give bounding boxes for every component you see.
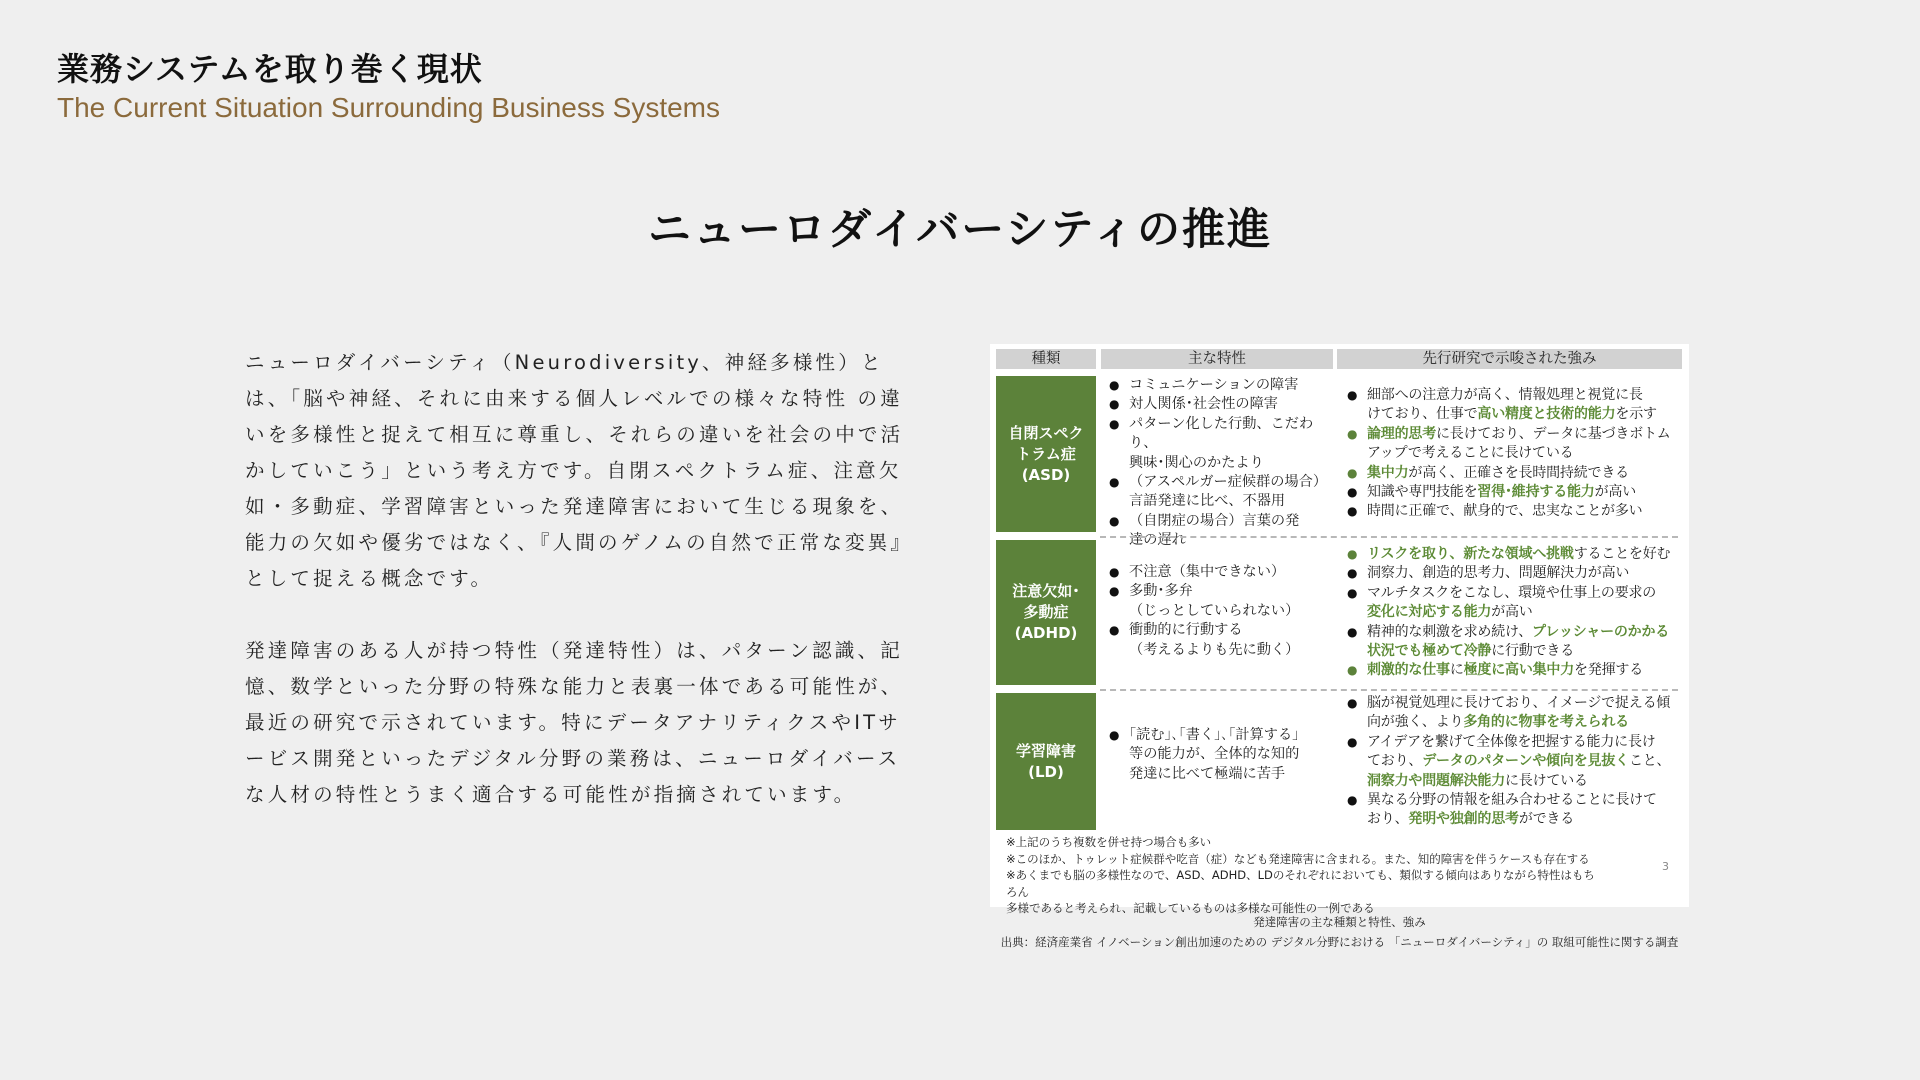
asd-strengths-list [1347,386,1687,522]
strength-text: が高い [1594,484,1637,501]
highlight-text: 極度に高い集中力 [1463,662,1575,679]
intro-paragraph: ニューロダイバーシティ（Neurodiversity、神経多様性）とは、「脳や神経、それに由来する個人レベルでの様々な特性 の違いを多様性と捉えて相互に尊重し、それらの違いを社会の中で活かしていこう」という考え方です。自閉スペクトラム症、注意欠如・多動症、学習障害といった発達障害において生じる現象を、能力の欠如や優劣ではなく、『人間のゲノムの自然で正常な変異』として捉える概念です。 [245,351,914,590]
strength-text: マルチタスクをこなし、環境や仕事上の要求の [1367,584,1657,601]
list-item: ● コミュニケーションの障害 [1109,376,1329,395]
table-header-strengths: 先行研究で示唆された強み [1337,349,1682,369]
strength-text: することを好む [1573,546,1671,562]
highlight-text: 論理的思考 [1367,425,1436,442]
strength-item [1347,386,1687,425]
adhd-strengths-list [1347,545,1687,681]
highlight-text: 発明や独創的思考 [1408,811,1519,828]
category-ld-label: 学習障害 (LD) [1015,741,1076,781]
strength-item [1347,584,1687,623]
figure-source: 出典：経済産業省 イノベーション創出加速のための デジタル分野における 「ニューロダイバーシティ」の 取組可能性に関する調査 [1000,935,1679,949]
strength-text: 異なる分野の情報を組み合わせることに長けて おり、 [1367,792,1657,828]
strength-item [1347,661,1687,680]
strength-text: 時間に正確で、献身的で、忠実なことが多い [1367,503,1643,520]
section-title: 業務システムを取り巻く現状 [57,50,483,88]
strength-text: に長けている [1505,772,1588,789]
highlight-text: リスクを取り、新たな領域へ挑戦 [1367,546,1574,562]
category-ld [996,693,1096,830]
note-line: ※上記のうち複数を併せ持つ場合も多い [1006,835,1212,849]
figure-caption: 発達障害の主な種類と特性、強み [1253,915,1426,929]
strength-text: 脳が視覚処理に長けており、イメージで捉える傾 向が強く、より [1367,695,1671,731]
strength-item [1347,483,1687,502]
table-notes [1006,834,1606,917]
table-header-type: 種類 [996,349,1096,369]
highlight-text: 高い精度と技術的能力 [1477,406,1616,423]
strength-item [1347,733,1687,791]
strength-item [1347,502,1687,521]
strength-text: ができる [1518,811,1575,828]
page-number: 3 [1662,860,1669,873]
list-item: ● 衝動的に行動する （考えるよりも先に動く） [1109,621,1329,660]
strength-item [1347,545,1687,564]
highlight-text: 洞察力や問題解決能力 [1367,772,1505,789]
list-item: ● （アスペルガー症候群の場合） 言語発達に比べ、不器用 [1109,473,1329,512]
strength-text: が高く、正確さを長時間持続できる [1408,464,1629,481]
strength-text: を発揮する [1574,662,1644,679]
category-adhd-label: 注意欠如･ 多動症 (ADHD) [1012,582,1080,642]
strength-text: に [1449,662,1464,679]
highlight-text: 刺激的な仕事 [1367,662,1450,679]
strength-text: こと、 [1628,753,1671,770]
strength-text: アイデアを繋げて全体像を把握する能力に長け ており、 [1367,733,1656,770]
note-line: 多様であると考えられ、記載しているものは多様な可能性の一例である [1006,901,1375,916]
strength-text: が高い [1491,604,1533,621]
adhd-traits-list [1109,563,1329,660]
note-line: ※あくまでも脳の多様性なので、ASD、ADHD、LDのそれぞれにおいても、類似する傾向はありながら特性はもちろん [1006,868,1595,899]
strength-item [1347,791,1687,830]
strength-text: 知識や専門技能を [1367,484,1478,501]
strength-item [1347,425,1687,464]
list-item: ● 不注意（集中できない） [1109,563,1329,582]
highlight-text: データのパターンや傾向を見抜く [1422,753,1629,770]
highlight-text: 多角的に物事を考えられる [1463,714,1629,731]
strength-item [1347,564,1687,583]
page-title: ニューロダイバーシティの推進 [648,205,1272,255]
category-asd [996,376,1096,532]
list-item: ● （自閉症の場合）言葉の発 達の遅れ [1109,512,1329,551]
strength-text: に長けており、データに基づきボトム アップで考えることに長けている [1367,425,1671,462]
highlight-text: 習得･維持する能力 [1477,484,1595,501]
strength-item [1347,694,1687,733]
row-divider [1100,536,1678,538]
asd-traits-list [1109,376,1329,551]
strength-text: に行動できる [1491,643,1575,660]
ld-traits-list [1109,726,1329,784]
strength-text: 洞察力、創造的思考力、問題解決力が高い [1367,565,1630,582]
list-item: ● ｢読む｣､｢書く｣､｢計算する｣ 等の能力が、全体的な知的 発達に比べて極端に苦手 [1109,726,1329,784]
section-subtitle: The Current Situation Surrounding Business Systems [57,92,720,123]
highlight-text: 集中力 [1367,464,1409,481]
list-item: ● 多動･多弁 （じっとしていられない） [1109,582,1329,621]
list-item: ● 対人関係･社会性の障害 [1109,395,1329,414]
strength-item [1347,464,1687,483]
table-header-traits: 主な特性 [1101,349,1333,369]
research-paragraph: 発達障害のある人が持つ特性（発達特性）は、パターン認識、記憶、数学といった分野の特殊な能力と表裏一体である可能性が、最近の研究で示されています。特にデータアナリティクスやITサービス開発といったデジタル分野の業務は、ニューロダイバースな人材の特性とうまく適合する可能性が指摘されています。 [245,639,904,806]
strength-item [1347,623,1687,662]
highlight-text: プレッシャーのかかる 状況でも極めて冷静 [1367,623,1670,660]
strength-text: 精神的な刺激を求め続け、 [1367,623,1533,640]
strength-text: 細部への注意力が高く、情報処理と視覚に長 けており、仕事で [1367,387,1643,423]
developmental-disorder-table [990,344,1689,916]
category-asd-label: 自閉スペク トラム症 (ASD) [1008,423,1084,484]
highlight-text: 変化に対応する能力 [1367,604,1492,621]
row-divider [1100,689,1678,691]
strength-text: を示す [1615,406,1657,423]
note-line: ※このほか、トゥレット症候群や吃音（症）なども発達障害に含まれる。また、知的障害を伴うケースも存在する [1006,851,1590,866]
ld-strengths-list [1347,694,1687,830]
list-item: ● パターン化した行動、こだわり、 興味･関心のかたより [1109,415,1329,473]
category-adhd [996,540,1096,685]
